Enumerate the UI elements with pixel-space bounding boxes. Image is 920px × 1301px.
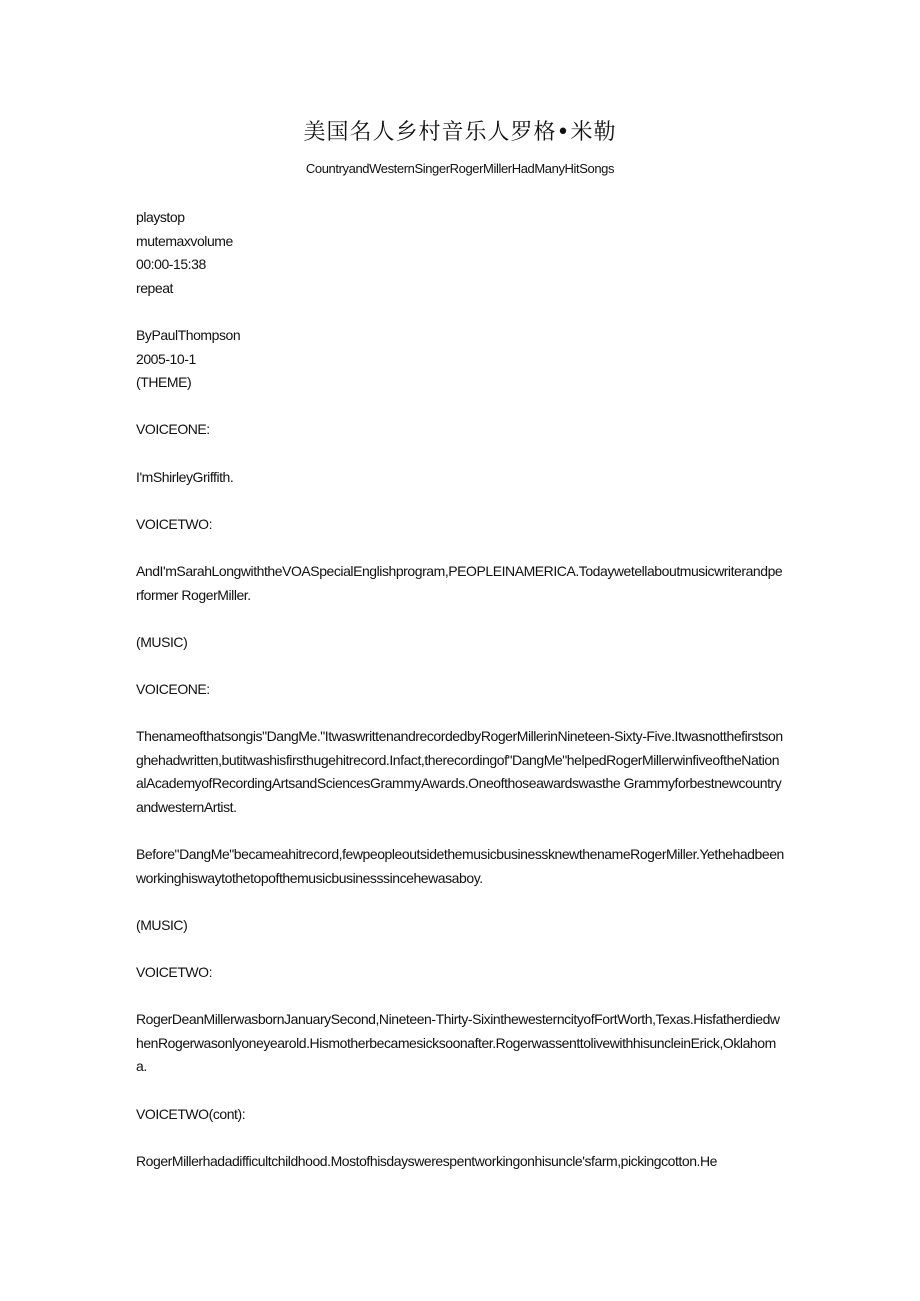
theme-cue: (THEME)	[136, 374, 192, 391]
speaker-label: VOICEONE:	[136, 680, 210, 697]
music-cue: (MUSIC)	[136, 633, 188, 650]
player-repeat: repeat	[136, 279, 173, 296]
speaker-label: VOICETWO(cont):	[136, 1105, 246, 1122]
date: 2005-10-1	[136, 350, 196, 367]
page-subtitle: CountryandWesternSingerRogerMillerHadManyHitSongs	[305, 161, 615, 176]
byline: ByPaulThompson	[136, 326, 241, 343]
player-time: 00:00-15:38	[136, 256, 206, 273]
speaker-label: VOICETWO:	[136, 515, 213, 532]
paragraph: AndI'mSarahLongwiththeVOASpecialEnglishprogram,PEOPLEINAMERICA.Todaywetellaboutmusicwriterandperformer RogerMiller.	[136, 562, 783, 603]
paragraph: RogerDeanMillerwasbornJanuarySecond,Nineteen-Thirty-SixinthewesterncityofFortWorth,Texas.HisfatherdiedwhenRogerwasonlyoneyearold.Hismotherbecamesicksoonafter.RogerwassenttolivewithhisuncleinErick,Oklahoma.	[136, 1011, 780, 1075]
player-play-stop: playstop	[136, 209, 185, 225]
music-cue: (MUSIC)	[136, 916, 188, 933]
speaker-label: VOICETWO:	[136, 964, 213, 980]
document-body	[136, 206, 786, 1173]
player-mute-volume: mutemaxvolume	[136, 232, 233, 249]
paragraph: RogerMillerhadadifficultchildhood.Mostofhisdayswerespentworkingonhisuncle'sfarm,pickingcotton.He	[136, 1152, 717, 1169]
paragraph: Before"DangMe"becameahitrecord,fewpeopleoutsidethemusicbusinessknewthenameRogerMiller.Yethehadbeenworkinghiswaytothetopofthemusicbusinesssincehewasaboy.	[136, 846, 784, 886]
page-title: 美国名人乡村音乐人罗格•米勒	[303, 120, 617, 145]
paragraph: I'mShirleyGriffith.	[136, 468, 234, 485]
speaker-label: VOICEONE:	[136, 421, 210, 438]
paragraph: Thenameofthatsongis"DangMe."ItwaswrittenandrecordedbyRogerMillerinNineteen-Sixty-Five.Itwasnotthefirstsonghehadwritten,butitwashisfirsthugehitrecord.Infact,therecordingof"DangMe"helpedRogerMillerwinfiveoftheNationalAcademyofRecordingArtsandSciencesGrammyAwards.Oneofthoseawardswasthe GrammyforbestnewcountryandwesternArtist.	[136, 728, 783, 815]
